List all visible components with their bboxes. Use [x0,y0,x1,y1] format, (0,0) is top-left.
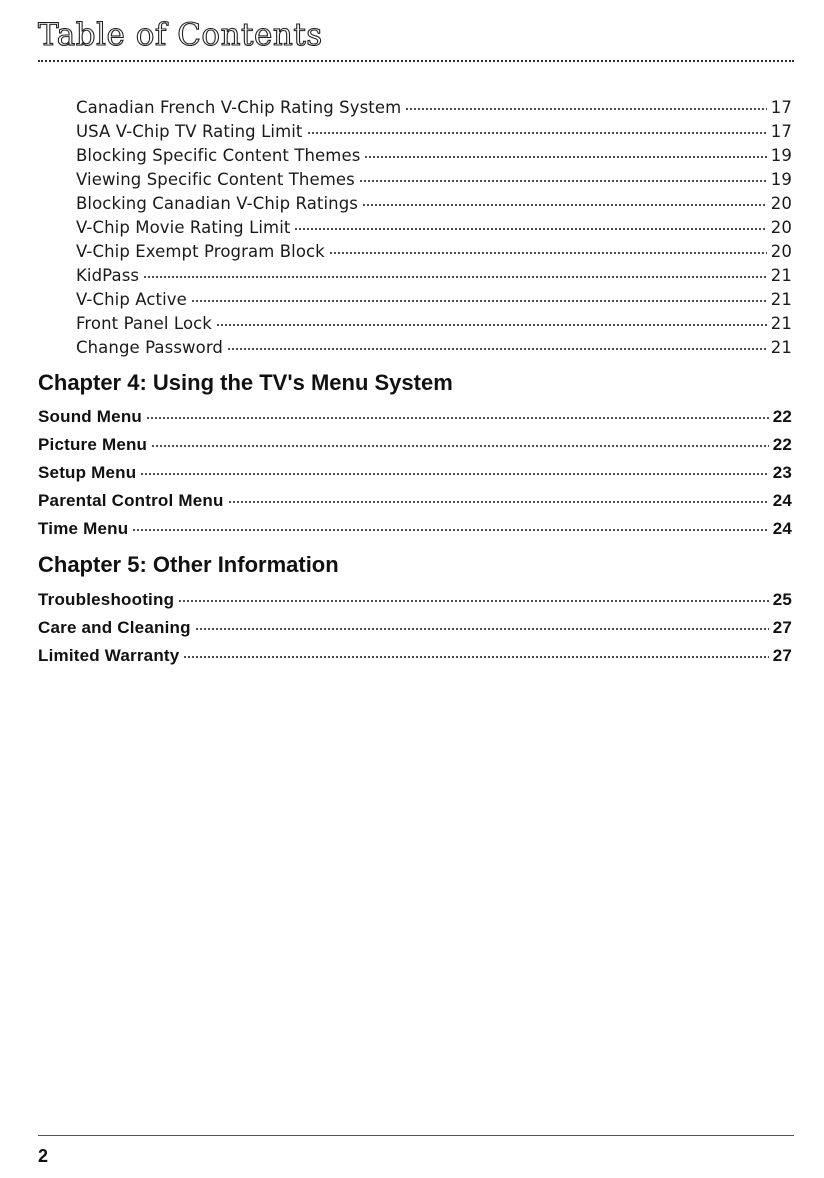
toc-entry-title: USA V-Chip TV Rating Limit [76,122,303,141]
leader-dots [151,445,769,447]
toc-entry-title: V-Chip Movie Rating Limit [76,218,291,237]
toc-entry[interactable] [76,194,792,213]
toc-entry-page: 21 [770,290,792,309]
toc-entry-title: Picture Menu [38,435,148,454]
toc-entry[interactable] [38,435,792,455]
leader-dots [143,276,767,278]
leader-dots [191,300,767,302]
leader-dots [146,417,769,419]
leader-dots [294,228,766,230]
toc-entry-page: 22 [772,435,792,454]
toc-entry-page: 27 [772,646,792,665]
toc-entry[interactable] [76,98,792,117]
toc-entry-page: 25 [772,590,792,609]
toc-entry-page: 24 [772,519,792,538]
toc-entry-title: Blocking Specific Content Themes [76,146,361,165]
leader-dots [228,501,769,503]
toc-entry-page: 19 [770,170,792,189]
chapter-5-heading: Chapter 5: Other Information [38,552,339,577]
toc-entry[interactable] [38,491,792,511]
toc-entry-page: 17 [770,122,792,141]
chapter-4-heading: Chapter 4: Using the TV's Menu System [38,370,453,395]
toc-entry-page: 27 [772,618,792,637]
toc-entry-page: 22 [772,407,792,426]
toc-entry[interactable] [38,463,792,483]
toc-entry[interactable] [38,646,792,666]
toc-entry-title: Time Menu [38,519,129,538]
toc-entry-page: 19 [770,146,792,165]
toc-entry-page: 21 [770,338,792,357]
leader-dots [178,600,769,602]
leader-dots [195,628,769,630]
leader-dots [307,132,767,134]
toc-entry-page: 21 [770,266,792,285]
toc-entry-title: Canadian French V-Chip Rating System [76,98,402,117]
toc-entry[interactable] [38,590,792,610]
toc-entry-page: 17 [770,98,792,117]
toc-entry-page: 21 [770,314,792,333]
toc-entry-title: Change Password [76,338,223,357]
leader-dots [227,348,767,350]
toc-entry-title: Troubleshooting [38,590,175,609]
toc-entry-page: 24 [772,491,792,510]
toc-entry[interactable] [76,218,792,237]
toc-entry[interactable] [76,242,792,261]
toc-entry-page: 20 [770,218,792,237]
toc-entry[interactable] [76,266,792,285]
leader-dots [183,656,768,658]
leader-dots [362,204,767,206]
toc-entry[interactable] [76,122,792,141]
leader-dots [364,156,766,158]
toc-entry[interactable] [76,146,792,165]
toc-entry-title: KidPass [76,266,140,285]
toc-entry-page: 23 [772,463,792,482]
toc-entry-title: V-Chip Exempt Program Block [76,242,325,261]
toc-entry-title: Viewing Specific Content Themes [76,170,355,189]
toc-entry-title: Front Panel Lock [76,314,212,333]
toc-entry-title: Limited Warranty [38,646,180,665]
toc-entry-title: Sound Menu [38,407,142,426]
leader-dots [140,473,768,475]
toc-entry-title: V-Chip Active [76,290,187,309]
toc-entry[interactable] [38,407,792,427]
toc-entry[interactable] [38,519,792,539]
leader-dots [132,529,768,531]
title-divider [38,60,794,62]
toc-entry[interactable] [76,290,792,309]
toc-entry-page: 20 [770,242,792,261]
toc-entry[interactable] [76,170,792,189]
toc-entry-title: Setup Menu [38,463,137,482]
leader-dots [216,324,767,326]
toc-entry-title: Care and Cleaning [38,618,191,637]
toc-entry-page: 20 [770,194,792,213]
page-title: Table of Contents [38,17,323,53]
leader-dots [405,108,767,110]
leader-dots [329,252,767,254]
leader-dots [359,180,767,182]
toc-entry[interactable] [38,618,792,638]
page-number: 2 [38,1146,49,1166]
toc-entry-title: Blocking Canadian V-Chip Ratings [76,194,359,213]
footer-divider [38,1135,794,1136]
toc-entry-title: Parental Control Menu [38,491,224,510]
toc-entry[interactable] [76,338,792,357]
toc-entry[interactable] [76,314,792,333]
